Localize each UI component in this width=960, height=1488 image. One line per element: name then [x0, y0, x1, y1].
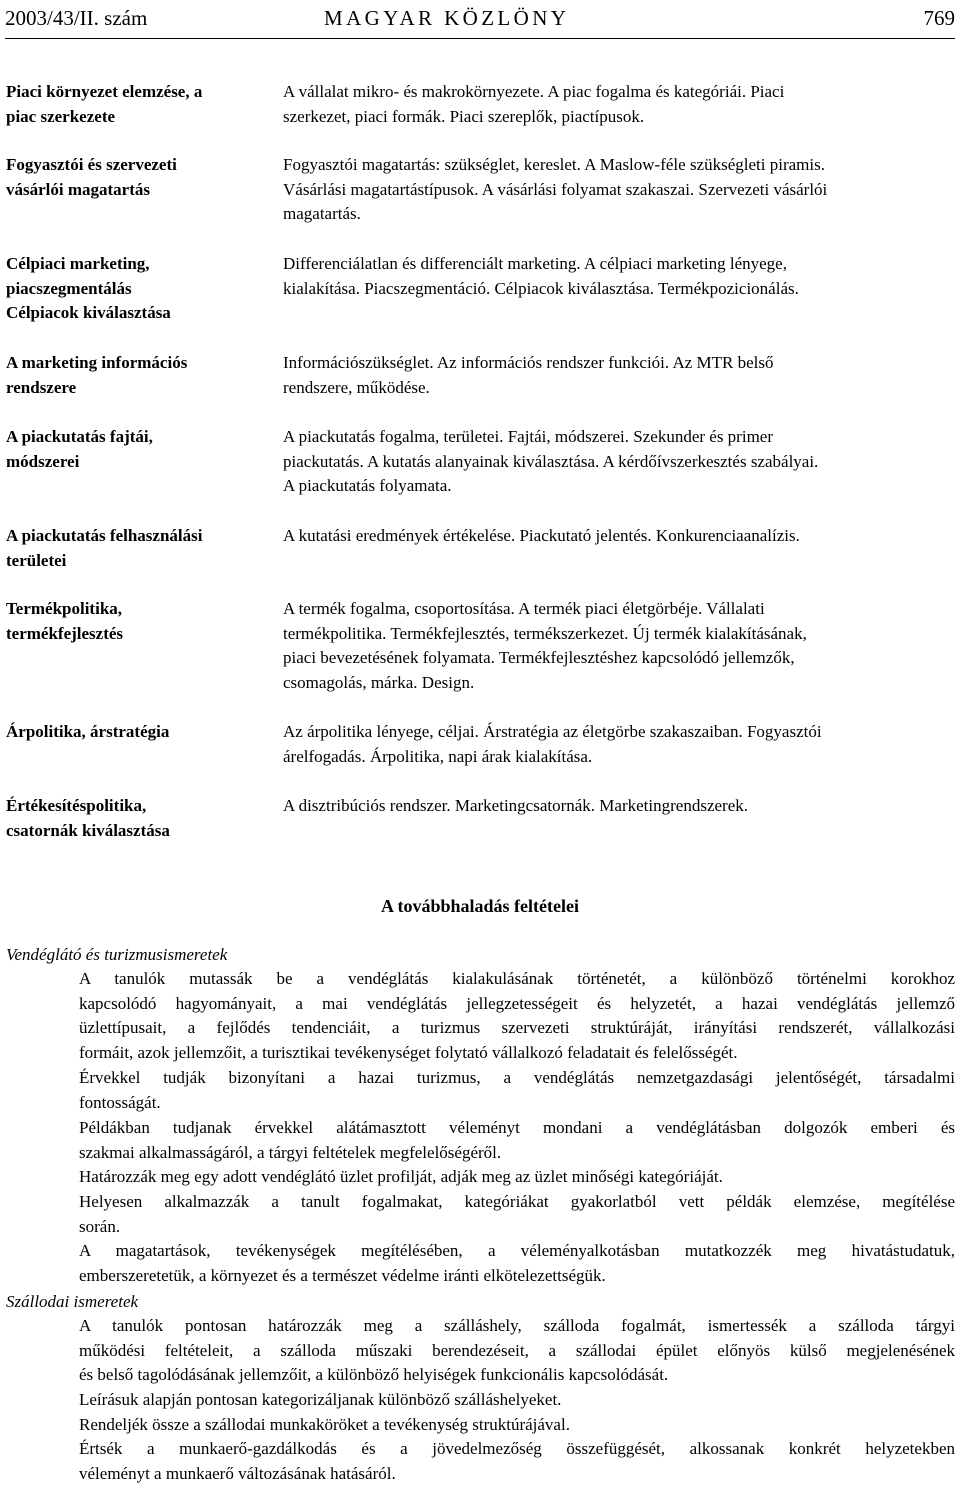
topic-line: csatornák kiválasztása	[6, 820, 170, 840]
topic-line: vásárlói magatartás	[6, 179, 151, 199]
topic-line: Fogyasztói és szervezeti	[6, 155, 177, 174]
topic-line: piacszegmentálás	[6, 278, 132, 298]
paragraph	[79, 1190, 955, 1239]
paragraph-line: Leírásuk alapján pontosan kategorizáljanak különböző szálláshelyeket.	[79, 1390, 562, 1409]
paragraph	[79, 967, 955, 1066]
description-line: Az árpolitika lényege, céljai. Árstratégia az életgörbe szakaszaiban. Fogyasztói	[283, 722, 822, 741]
description-line: kialakítása. Piacszegmentáció. Célpiacok kiválasztása. Termékpozicionálás.	[283, 278, 799, 298]
topic-line: Árpolitika, árstratégia	[6, 722, 170, 741]
description-line: Differenciálatlan és differenciált marketing. A célpiaci marketing lényege,	[283, 254, 787, 273]
paragraph	[79, 1066, 955, 1115]
description-line: A piackutatás folyamata.	[283, 476, 452, 495]
description-line: csomagolás, márka. Design.	[283, 672, 475, 692]
subsection-heading: Vendéglátó és turizmusismeretek	[6, 945, 228, 964]
subsection-heading: Szállodai ismeretek	[6, 1292, 139, 1311]
paragraph-line: Példákban tudjanak érvekkel alátámasztott véleményt mondani a vendéglátásban dolgozók emberi és	[79, 1118, 955, 1137]
paragraph	[79, 1239, 955, 1288]
paragraph-line: A magatartások, tevékenységek megítélésében, a véleményalkotásban mutatkozzék meg hivatástudatuk,	[79, 1241, 955, 1260]
topic-description	[283, 720, 955, 769]
paragraph-line: üzlettípusait, a fejlődés tendenciáit, a turizmus szervezeti struktúráját, irányítási rendszerét, vállalkozási	[79, 1018, 955, 1038]
topic-line: Piaci környezet elemzése, a	[6, 82, 203, 101]
paragraph-line: során.	[79, 1216, 121, 1236]
description-line: Vásárlási magatartástípusok. A vásárlási folyamat szakaszai. Szervezeti vásárlói	[283, 179, 828, 199]
paragraph-line: kapcsolódó hagyományait, a mai vendéglátás jellegzetességeit és helyzetét, a hazai vendéglátás jellemző	[79, 993, 955, 1013]
topic-title	[6, 597, 266, 646]
paragraph	[79, 1165, 955, 1190]
topic-title	[6, 252, 266, 326]
paragraph-line: Rendeljék össze a szállodai munkaköröket a tevékenység struktúrájával.	[79, 1415, 570, 1434]
topic-title	[6, 524, 266, 573]
paragraph-line: formáit, azok jellemzőit, a turisztikai tevékenységet folytató vállalkozó feladatait és felelősségét.	[79, 1043, 738, 1063]
topic-line: területei	[6, 550, 67, 570]
paragraph	[79, 1314, 955, 1388]
paragraph-line: fontosságát.	[79, 1092, 161, 1112]
paragraph-line: Értsék a munkaerő-gazdálkodás és a jövedelmezőség összefüggését, alkossanak konkrét helyzetekben	[79, 1439, 955, 1458]
description-line: A vállalat mikro- és makrokörnyezete. A piac fogalma és kategóriái. Piaci	[283, 82, 785, 101]
topic-description	[283, 794, 955, 819]
topic-description	[283, 425, 955, 499]
journal-title: MAGYAR KÖZLÖNY	[324, 6, 570, 30]
issue-number: 2003/43/II. szám	[5, 6, 148, 30]
topic-line: rendszere	[6, 377, 77, 397]
topic-description	[283, 524, 955, 549]
paragraph-line: működési feltételeit, a szálloda műszaki berendezéseit, a szállodai épület előnyös külső megjelenésének	[79, 1340, 955, 1360]
topic-title	[6, 351, 266, 400]
description-line: piaci bevezetésének folyamata. Termékfejlesztéshez kapcsolódó jellemzők,	[283, 648, 795, 667]
description-line: A disztribúciós rendszer. Marketingcsatornák. Marketingrendszerek.	[283, 796, 748, 815]
topic-line: A piackutatás fajtái,	[6, 427, 153, 446]
description-line: Fogyasztói magatartás: szükséglet, kereslet. A Maslow-féle szükségleti piramis.	[283, 155, 825, 174]
topic-description	[283, 597, 955, 695]
description-line: termékpolitika. Termékfejlesztés, termékszerkezet. Új termék kialakításának,	[283, 623, 807, 643]
paragraph	[79, 1388, 955, 1413]
paragraph-line: A tanulók pontosan határozzák meg a szálláshely, szálloda fogalmát, ismertessék a szálloda tárgyi	[79, 1316, 955, 1335]
section-title: A továbbhaladás feltételei	[381, 896, 579, 916]
topic-line: piac szerkezete	[6, 106, 116, 126]
description-line: A termék fogalma, csoportosítása. A termék piaci életgörbéje. Vállalati	[283, 599, 765, 618]
topic-title	[6, 425, 266, 474]
description-line: árelfogadás. Árpolitika, napi árak kialakítása.	[283, 746, 593, 766]
topic-description	[283, 80, 955, 129]
paragraph-line: emberszeretetük, a környezet és a természet védelme iránti elkötelezettségük.	[79, 1265, 606, 1285]
topic-line: termékfejlesztés	[6, 623, 124, 643]
page-header	[5, 5, 955, 35]
description-line: Információszükséglet. Az információs rendszer funkciói. Az MTR belső	[283, 353, 774, 372]
paragraph	[79, 1116, 955, 1165]
description-line: magatartás.	[283, 204, 361, 223]
description-line: piackutatás. A kutatás alanyainak kiválasztása. A kérdőívszerkesztés szabályai.	[283, 451, 819, 471]
paragraph-line: Helyesen alkalmazzák a tanult fogalmakat, kategóriákat gyakorlatból vett példák elemzése, megítélése	[79, 1192, 955, 1211]
paragraph-line: szakmai alkalmasságáról, a tárgyi feltételek megfelelőségéről.	[79, 1142, 502, 1162]
topic-description	[283, 153, 955, 227]
page-number: 769	[923, 6, 955, 30]
topic-line: Célpiacok kiválasztása	[6, 303, 171, 322]
topic-title	[6, 720, 266, 745]
paragraph-line: Határozzák meg egy adott vendéglátó üzlet profilját, adják meg az üzlet minőségi kategóriáját.	[79, 1167, 723, 1186]
paragraph	[79, 1437, 955, 1486]
topic-line: módszerei	[6, 451, 80, 471]
topic-title	[6, 153, 266, 202]
topic-description	[283, 252, 955, 301]
description-line: A piackutatás fogalma, területei. Fajtái, módszerei. Szekunder és primer	[283, 427, 773, 446]
topic-title	[6, 80, 266, 129]
topic-line: A piackutatás felhasználási	[6, 526, 203, 545]
paragraph	[79, 1413, 955, 1438]
topic-line: Értékesítéspolitika,	[6, 796, 147, 815]
paragraph-line: véleményt a munkaerő változásának hatásáról.	[79, 1463, 396, 1483]
topic-line: Termékpolitika,	[6, 599, 123, 618]
paragraph-line: A tanulók mutassák be a vendéglátás kialakulásának történetét, a különböző történelmi korokhoz	[79, 969, 955, 988]
topic-title	[6, 794, 266, 843]
description-line: szerkezet, piaci formák. Piaci szereplők, piactípusok.	[283, 106, 645, 126]
paragraph-line: és belső tagolódásának jellemzőit, a különböző helyiségek funkcionális kapcsolódását.	[79, 1365, 669, 1385]
header-rule	[5, 38, 955, 39]
topic-line: Célpiaci marketing,	[6, 254, 150, 273]
topic-description	[283, 351, 955, 400]
topic-line: A marketing információs	[6, 353, 188, 372]
description-line: rendszere, működése.	[283, 377, 430, 397]
paragraph-line: Érvekkel tudják bizonyítani a hazai turizmus, a vendéglátás nemzetgazdasági jelentőségét, társadalmi	[79, 1068, 955, 1087]
description-line: A kutatási eredmények értékelése. Piackutató jelentés. Konkurenciaanalízis.	[283, 526, 800, 545]
